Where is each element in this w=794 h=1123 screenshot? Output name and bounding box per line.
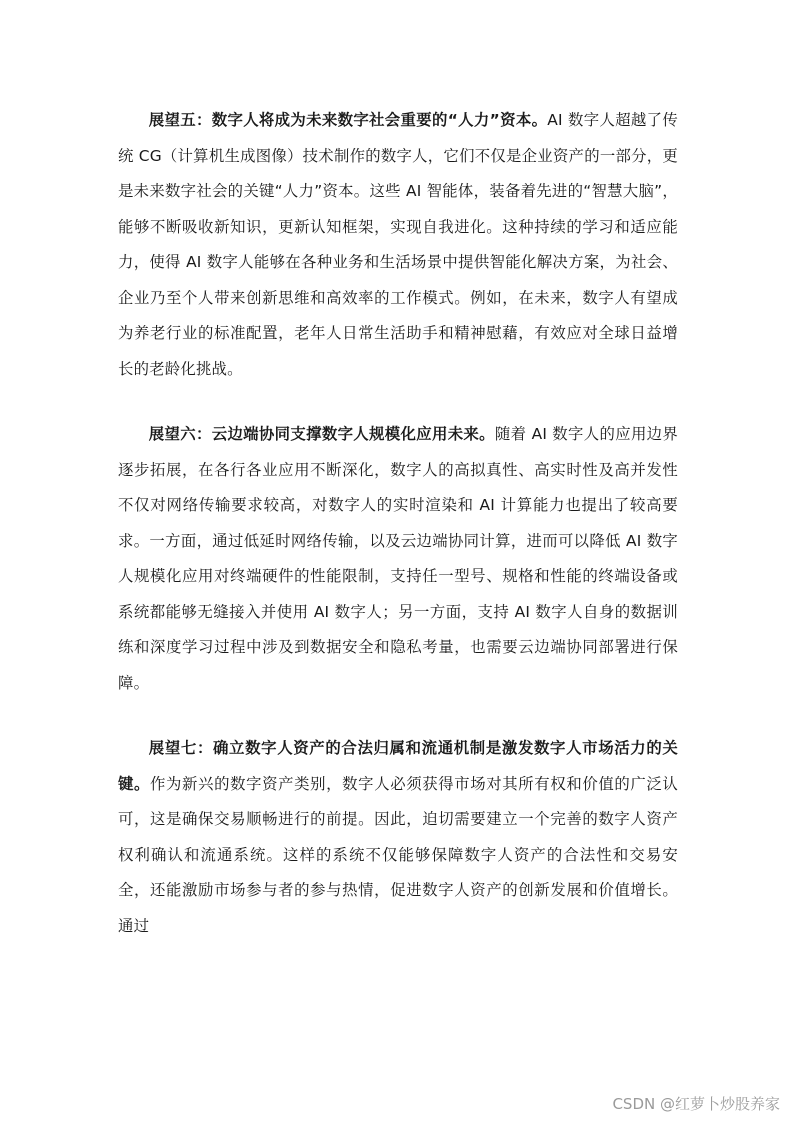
paragraph-body: AI 数字人超越了传统 CG（计算机生成图像）技术制作的数字人，它们不仅是企业资产的一部分，更是未来数字社会的关键“人力”资本。这些 AI 智能体，装备着先进的“智慧大脑”，能够不断吸收新知识，更新认知框架，实现自我进化。这种持续的学习和适应能力，使得 AI 数字人能够在各种业务和生活场景中提供智能化解决方案，为社会、企业乃至个人带来创新思维和高效率的工作模式。例如，在未来，数字人有望成为养老行业的标准配置，老年人日常生活助手和精神慰藉，有效应对全球日益增长的老龄化挑战。	[118, 111, 678, 378]
paragraph-body: 作为新兴的数字资产类别，数字人必须获得市场对其所有权和价值的广泛认可，这是确保交易顺畅进行的前提。因此，迫切需要建立一个完善的数字人资产权利确认和流通系统。这样的系统不仅能够保障数字人资产的合法性和交易安全，还能激励市场参与者的参与热情，促进数字人资产的创新发展和价值增长。通过	[118, 774, 678, 935]
paragraph-outlook-7	[118, 731, 678, 944]
paragraph-outlook-5	[118, 103, 678, 387]
paragraph-lead: 展望六：云边端协同支撑数字人规模化应用未来。	[148, 425, 495, 443]
paragraph-lead: 展望七：确立数字人资产的合法归属和流通机制是激发数字人市场活力的关键。	[118, 739, 678, 793]
paragraph-lead: 展望五：数字人将成为未来数字社会重要的“人力”资本。	[148, 111, 548, 129]
csdn-watermark: CSDN @红萝卜炒股养家	[612, 1095, 780, 1113]
document-page	[118, 103, 678, 974]
paragraph-outlook-6	[118, 417, 678, 701]
paragraph-body: 随着 AI 数字人的应用边界逐步拓展，在各行各业应用不断深化，数字人的高拟真性、高实时性及高并发性不仅对网络传输要求较高，对数字人的实时渲染和 AI 计算能力也提出了较高要求。一方面，通过低延时网络传输，以及云边端协同计算，进而可以降低 AI 数字人规模化应用对终端硬件的性能限制，支持任一型号、规格和性能的终端设备或系统都能够无缝接入并使用 AI 数字人；另一方面，支持 AI 数字人自身的数据训练和深度学习过程中涉及到数据安全和隐私考量，也需要云边端协同部署进行保障。	[118, 425, 678, 692]
